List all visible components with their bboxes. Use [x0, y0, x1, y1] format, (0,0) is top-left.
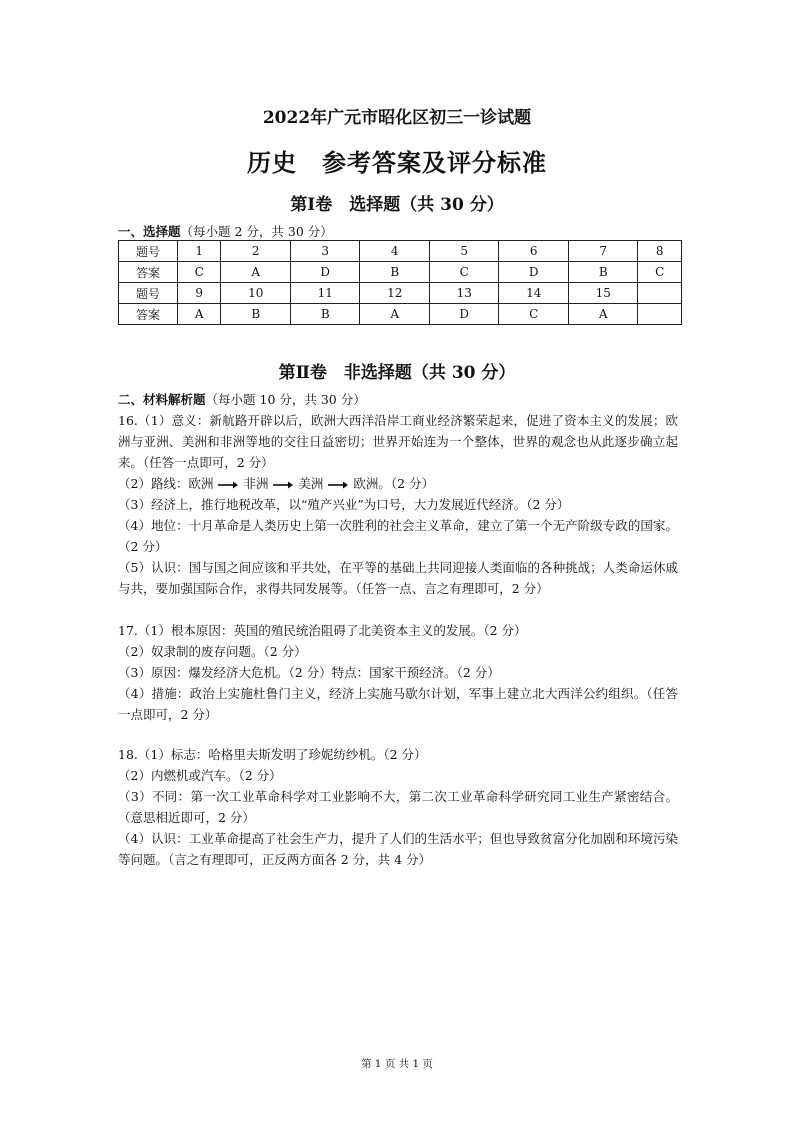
table-cell: D [290, 262, 360, 283]
section2-subtitle-rest: （每小题 10 分，共 30 分） [205, 392, 366, 407]
page-footer: 第 1 页 共 1 页 [360, 1058, 434, 1070]
table-cell: 13 [429, 283, 499, 304]
table-cell: 12 [360, 283, 430, 304]
question-18 [118, 744, 678, 870]
table-cell: A [360, 304, 430, 325]
section1-title: 第Ⅰ卷 选择题（共 30 分） [290, 195, 504, 215]
route-stop-africa: 非洲 [243, 476, 269, 491]
table-cell: 1 [178, 241, 221, 262]
table-cell: B [568, 262, 638, 283]
table-cell: 2 [221, 241, 291, 262]
table-cell: 11 [290, 283, 360, 304]
q18-part3: （3）不同：第一次工业革命科学对工业影响不大，第二次工业革命科学研究同工业生产紧密结合。（意思相近即可，2 分） [118, 789, 678, 825]
table-row [119, 262, 682, 283]
table-cell: 15 [568, 283, 638, 304]
q18-part4: （4）认识：工业革命提高了社会生产力，提升了人们的生活水平；但也导致贫富分化加剧和环境污染等问题。（言之有理即可，正反两方面各 2 分，共 4 分） [118, 831, 678, 867]
q16-part2 [118, 473, 678, 494]
table-cell: A [178, 304, 221, 325]
row-label: 答案 [119, 262, 178, 283]
table-cell: C [429, 262, 499, 283]
q17-part4: （4）措施：政治上实施杜鲁门主义，经济上实施马歇尔计划，军事上建立北大西洋公约组织。（任答一点即可，2 分） [118, 686, 678, 722]
table-cell: A [221, 262, 291, 283]
table-cell: B [290, 304, 360, 325]
right-arrow-icon [272, 480, 294, 490]
table-cell: 7 [568, 241, 638, 262]
question-16 [118, 410, 678, 599]
table-cell: B [221, 304, 291, 325]
q16-part1: 16.（1）意义：新航路开辟以后，欧洲大西洋沿岸工商业经济繁荣起来，促进了资本主义的发展；欧洲与亚洲、美洲和非洲等地的交往日益密切；世界开始连为一个整体，世界的观念也从此逐步确立起来。（任答一点即可，2 分） [118, 413, 678, 470]
section2-subtitle [118, 390, 366, 408]
table-cell: 14 [499, 283, 569, 304]
table-cell [638, 283, 682, 304]
table-row [119, 304, 682, 325]
table-row [119, 241, 682, 262]
section1-subtitle-bold: 一、选择题 [118, 224, 181, 239]
table-cell: B [360, 262, 430, 283]
table-cell: C [638, 262, 682, 283]
table-cell: 3 [290, 241, 360, 262]
q16-part5: （5）认识：国与国之间应该和平共处，在平等的基础上共同迎接人类面临的各种挑战；人类命运休戚与共，要加强国际合作，求得共同发展等。（任答一点、言之有理即可，2 分） [118, 560, 678, 596]
question-17 [118, 620, 678, 725]
table-cell: D [499, 262, 569, 283]
table-cell: 8 [638, 241, 682, 262]
right-arrow-icon [327, 480, 349, 490]
document-title: 历史 参考答案及评分标准 [247, 148, 547, 177]
q18-part2: （2）内燃机或汽车。（2 分） [118, 768, 282, 783]
table-cell: 5 [429, 241, 499, 262]
right-arrow-icon [217, 480, 239, 490]
route-stop-america: 美洲 [298, 476, 324, 491]
route-prefix: （2）路线：欧洲 [118, 476, 214, 491]
section2-title: 第Ⅱ卷 非选择题（共 30 分） [278, 363, 516, 383]
q16-part3: （3）经济上，推行地税改革，以“殖产兴业”为口号，大力发展近代经济。（2 分） [118, 497, 570, 512]
table-cell: 9 [178, 283, 221, 304]
table-cell [638, 304, 682, 325]
table-cell: 6 [499, 241, 569, 262]
table-cell: C [499, 304, 569, 325]
table-cell: A [568, 304, 638, 325]
answer-table [118, 240, 682, 325]
q17-part1: 17.（1）根本原因：英国的殖民统治阻碍了北美资本主义的发展。（2 分） [118, 623, 527, 638]
route-stop-europe: 欧洲。（2 分） [353, 476, 435, 491]
section1-subtitle-rest: （每小题 2 分，共 30 分） [180, 224, 333, 239]
q18-part1: 18.（1）标志：哈格里夫斯发明了珍妮纺纱机。（2 分） [118, 747, 427, 762]
section2-subtitle-bold: 二、材料解析题 [118, 392, 206, 407]
q16-part4: （4）地位：十月革命是人类历史上第一次胜利的社会主义革命，建立了第一个无产阶级专政的国家。（2 分） [118, 518, 678, 554]
section1-subtitle [118, 222, 333, 240]
row-label: 题号 [119, 283, 178, 304]
q17-part3: （3）原因：爆发经济大危机。（2 分）特点：国家干预经济。（2 分） [118, 665, 500, 680]
table-row [119, 283, 682, 304]
q17-part2: （2）奴隶制的废存问题。（2 分） [118, 644, 307, 659]
row-label: 答案 [119, 304, 178, 325]
table-cell: C [178, 262, 221, 283]
exam-title: 2022年广元市昭化区初三一诊试题 [262, 108, 532, 128]
row-label: 题号 [119, 241, 178, 262]
table-cell: D [429, 304, 499, 325]
table-cell: 10 [221, 283, 291, 304]
table-cell: 4 [360, 241, 430, 262]
